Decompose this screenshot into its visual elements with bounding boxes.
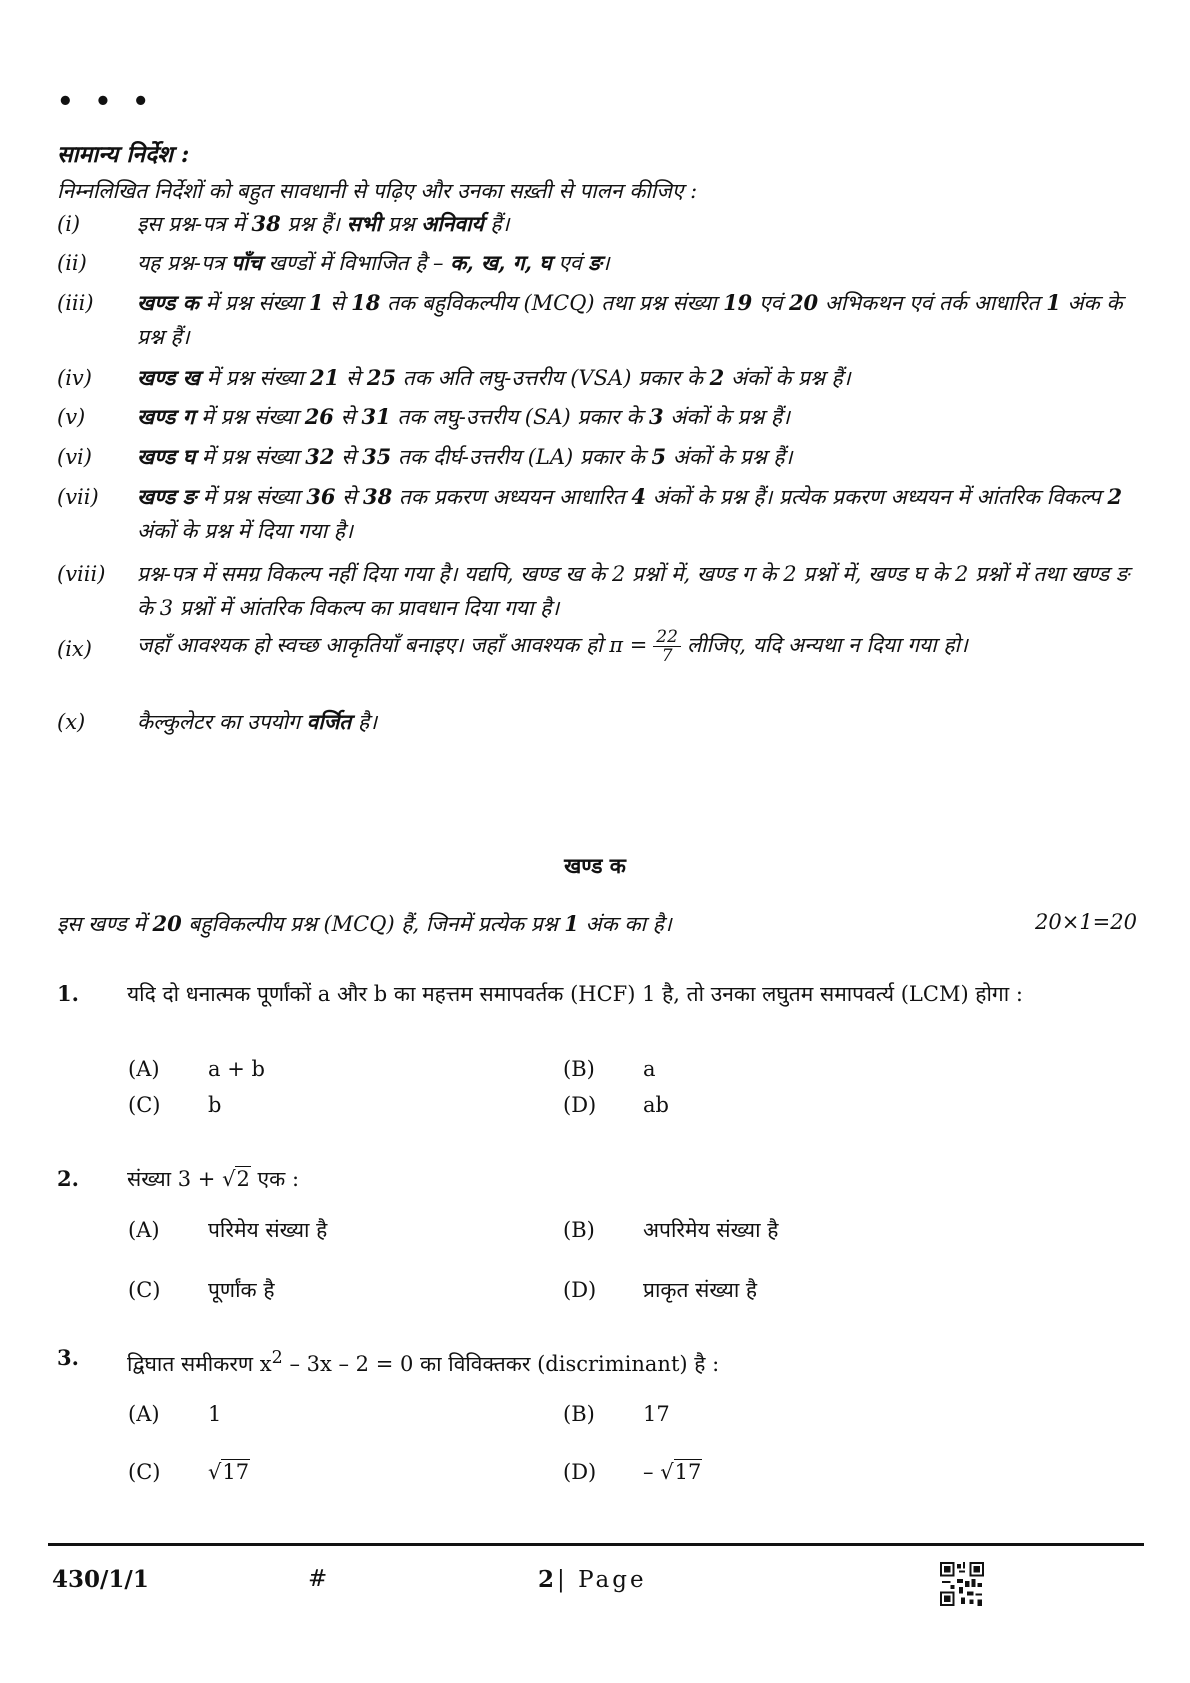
instruction-item: (ix) जहाँ आवश्यक हो स्वच्छ आकृतियाँ बनाइए। जहाँ आवश्यक हो π = $\frac{22}{7}$ लीजिए, यदि अन्यथा न दिया गया हो। bbox=[57, 627, 968, 666]
section-marks: 20×1=20 bbox=[1035, 910, 1137, 934]
option-2a[interactable]: (A) परिमेय संख्या है bbox=[128, 1218, 328, 1242]
qr-code-icon bbox=[940, 1562, 984, 1606]
question-1: 1. यदि दो धनात्मक पूर्णांकों a और b का महत्तम समापवर्तक (HCF) 1 है, तो उनका लघुतम समापवर्त्य (LCM) होगा : bbox=[57, 981, 1023, 1006]
paper-code: 430/1/1 bbox=[52, 1566, 149, 1593]
general-instructions-intro: निम्नलिखित निर्देशों को बहुत सावधानी से पढ़िए और उनका सख़्ती से पालन कीजिए : bbox=[57, 179, 698, 203]
section-note: इस खण्ड में 20 बहुविकल्पीय प्रश्न (MCQ) हैं, जिनमें प्रत्येक प्रश्न 1 अंक का है। 20×1=20 bbox=[57, 910, 1137, 936]
instruction-item: (iii) खण्ड क में प्रश्न संख्या 1 से 18 तक बहुविकल्पीय (MCQ) तथा प्रश्न संख्या 19 एवं 20 अभिकथन एवं तर्क आधारित 1 अंक के प्रश्न हैं। bbox=[57, 290, 1123, 349]
hash-mark: # bbox=[308, 1566, 328, 1592]
instruction-item: (viii) प्रश्न-पत्र में समग्र विकल्प नहीं दिया गया है। यद्यपि, खण्ड ख के 2 प्रश्नों में, खण्ड ग के 2 प्रश्नों में, खण्ड घ के 2 प्रश्नों में तथा खण्ड ङ के 3 प्रश्नों में आंतरिक विकल्प का प्रावधान दिया गया है। bbox=[57, 562, 1130, 620]
option-1d[interactable]: (D) ab bbox=[563, 1093, 669, 1117]
page-number: 2| Page bbox=[538, 1566, 647, 1593]
instruction-item: (x) कैल्कुलेटर का उपयोग वर्जित है। bbox=[57, 709, 378, 734]
footer-divider bbox=[48, 1543, 1144, 1546]
option-2c[interactable]: (C) पूर्णांक है bbox=[128, 1278, 275, 1302]
option-3b[interactable]: (B) 17 bbox=[563, 1402, 670, 1426]
option-3a[interactable]: (A) 1 bbox=[128, 1402, 222, 1426]
pi-fraction: $\frac{22}{7}$ bbox=[653, 628, 681, 665]
option-3c[interactable]: (C) √17 bbox=[128, 1460, 250, 1484]
section-heading: खण्ड क bbox=[564, 853, 626, 878]
sqrt-symbol: √2 bbox=[222, 1167, 250, 1191]
option-3d[interactable]: (D) – √17 bbox=[563, 1460, 702, 1484]
header-dots: • • • bbox=[57, 87, 155, 117]
instruction-item: (i) इस प्रश्न-पत्र में 38 प्रश्न हैं। सभी प्रश्न अनिवार्य हैं। bbox=[57, 211, 510, 236]
general-instructions-title: सामान्य निर्देश : bbox=[57, 141, 190, 168]
sqrt-symbol: √17 bbox=[660, 1460, 702, 1484]
question-3: 3. द्विघात समीकरण $x^2 - 3x - 2 = 0$ का विविक्तकर (discriminant) है : bbox=[57, 1345, 720, 1376]
option-1a[interactable]: (A) a + b bbox=[128, 1057, 265, 1081]
option-2d[interactable]: (D) प्राकृत संख्या है bbox=[563, 1278, 758, 1302]
option-1c[interactable]: (C) b bbox=[128, 1093, 222, 1117]
instruction-item: (ii) यह प्रश्न-पत्र पाँच खण्डों में विभाजित है – क, ख, ग, घ एवं ङ। bbox=[57, 250, 610, 275]
question-2: 2. संख्या 3 + √2 एक : bbox=[57, 1161, 1137, 1197]
instruction-item: (iv) खण्ड ख में प्रश्न संख्या 21 से 25 तक अति लघु-उत्तरीय (VSA) प्रकार के 2 अंकों के प्रश्न हैं। bbox=[57, 365, 851, 390]
option-2b[interactable]: (B) अपरिमेय संख्या है bbox=[563, 1218, 779, 1242]
instruction-item: (vi) खण्ड घ में प्रश्न संख्या 32 से 35 तक दीर्घ-उत्तरीय (LA) प्रकार के 5 अंकों के प्रश्न हैं। bbox=[57, 444, 793, 469]
sqrt-symbol: √17 bbox=[208, 1460, 250, 1484]
option-1b[interactable]: (B) a bbox=[563, 1057, 656, 1081]
instruction-item: (v) खण्ड ग में प्रश्न संख्या 26 से 31 तक लघु-उत्तरीय (SA) प्रकार के 3 अंकों के प्रश्न हैं। bbox=[57, 404, 790, 429]
instruction-item: (vii) खण्ड ङ में प्रश्न संख्या 36 से 38 तक प्रकरण अध्ययन आधारित 4 अंकों के प्रश्न हैं। प्रत्येक प्रकरण अध्ययन में आंतरिक विकल्प 2 अंकों के प्रश्न में दिया गया है। bbox=[57, 484, 1123, 543]
